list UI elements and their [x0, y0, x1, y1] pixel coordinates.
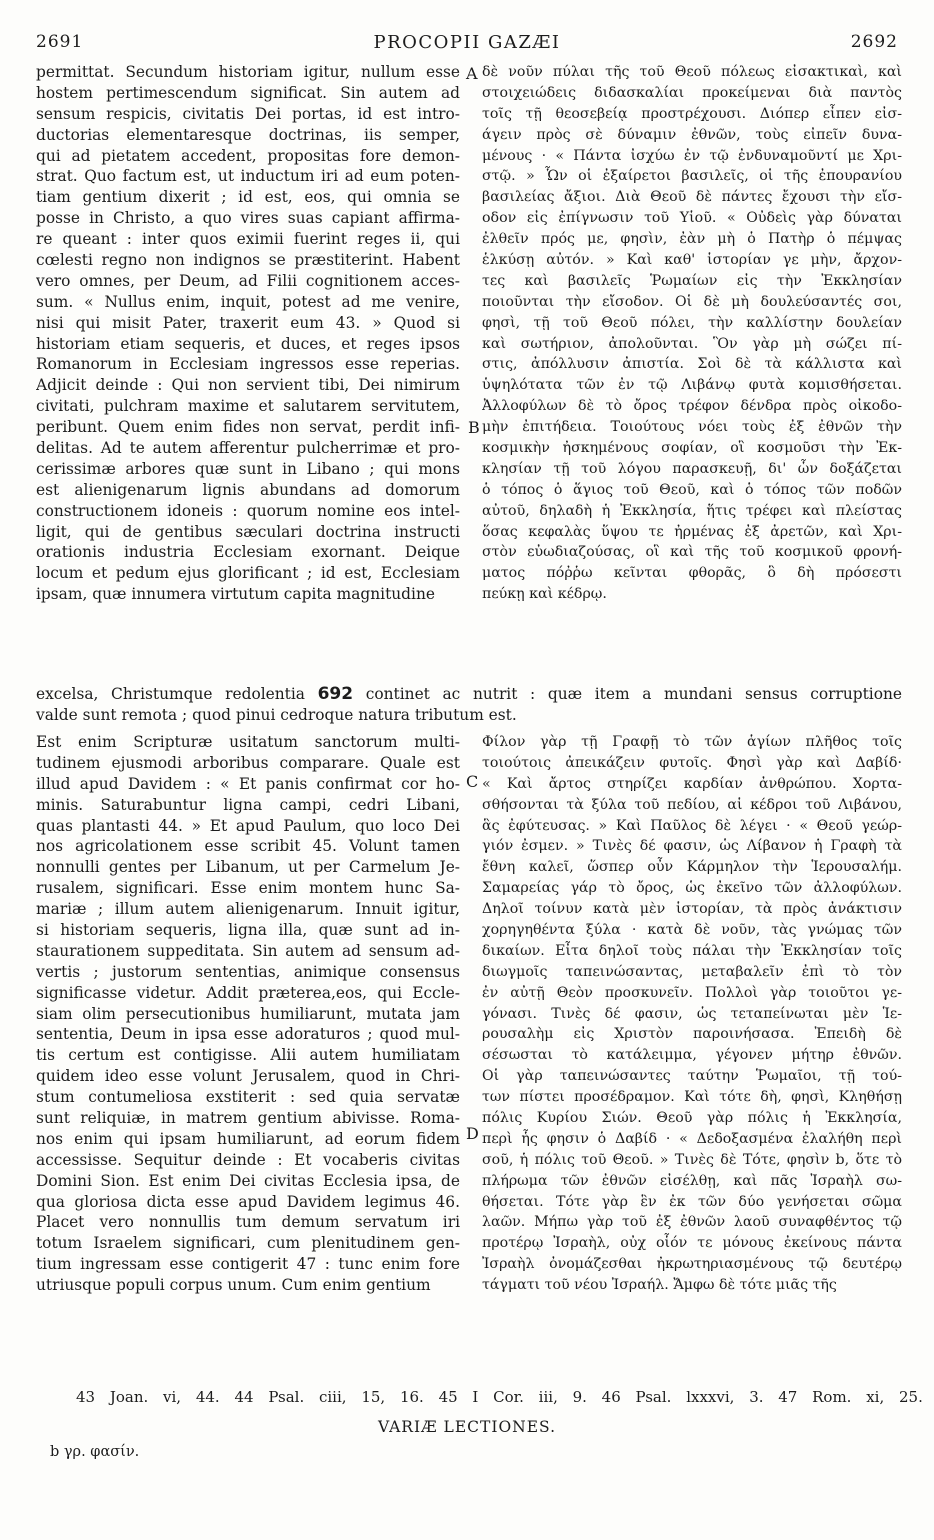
text-line: κλησίαν τῇ τοῦ λόγου παρασκευῇ, δι' ὧν δοξάζεται	[482, 460, 902, 477]
spanning-line-1	[36, 684, 902, 705]
text-line: Οἱ γὰρ ταπεινώσαντες ταύτην Ῥωμαῖοι, τῇ τού-	[482, 1068, 902, 1085]
text-line: θήσεται. Τότε γὰρ ἓν ἐκ τῶν δύο γενήσεται σῶμα	[482, 1193, 902, 1210]
text-line: γόνασι. Τινὲς δέ φασιν, ὡς τεταπείνωται μὲν Ἱε-	[482, 1005, 902, 1022]
greek-column-bottom	[482, 732, 902, 1296]
running-title: PROCOPII GAZÆI	[373, 32, 561, 53]
text-line: στις, ἀπόλλυσιν ἀπιστία. Σοὶ δὲ τὰ κάλλιστα καὶ	[482, 356, 902, 373]
spanning-line-2: valde sunt remota ; quod pinui cedroque natura tributum est.	[36, 705, 517, 724]
text-line: Ἀλλοφύλων δὲ τὸ ὄρος τρέφον δένδρα πρὸς οἰκοδο-	[482, 398, 902, 415]
text-line: locum et pedum ejus glorificant ; id est, Ecclesiam	[36, 564, 460, 583]
text-line: κοσμικὴν ἠσκημένους σοφίαν, οἳ κοσμοῦσι τὴν Ἐκ-	[482, 440, 902, 457]
text-line: τες καὶ βασιλεῖς Ῥωμαίων εἰς τὴν Ἐκκλησίαν	[482, 272, 902, 289]
text-line: οδον εἰς ἐπίγνωσιν τοῦ Υἱοῦ. « Οὐδεὶς γὰρ δύναται	[482, 210, 902, 227]
text-line: φησὶ, τῇ τοῦ Θεοῦ πόλει, τὴν καλλίστην δουλείαν	[482, 314, 902, 331]
text-line: γιόν ἐσμεν. » Τινὲς δέ φασιν, ὡς Λίβανον ἡ Γραφὴ τὰ	[482, 838, 902, 855]
text-line: ποιοῦνται τὴν εἴσοδον. Οἱ δὲ μὴ δουλεύσαντές σοι,	[482, 293, 902, 310]
text-line: ligit, qui de gentibus sæculari doctrina instructi	[36, 522, 460, 541]
text-line: πόλις Κυρίου Σιών. Θεοῦ γὰρ πόλις ἡ Ἐκκλησία,	[482, 1110, 902, 1127]
text-line: civitati, pulchram maxime et salutarem servitutem,	[36, 397, 460, 416]
variae-lectiones-heading: VARIÆ LECTIONES.	[377, 1418, 557, 1436]
text-line: προτέρῳ Ἰσραὴλ, οὐχ οἷόν τε μόνους ἐκείνους πάντα	[482, 1235, 902, 1252]
text-line: tium ingressam esse contigerit 47 : tunc enim fore	[36, 1255, 460, 1274]
text-line: μένους · « Πάντα ἰσχύω ἐν τῷ ἐνδυναμοῦντί με Χρι-	[482, 147, 902, 164]
spanning-line-1-end: continet ac nutrit : quæ item a mundani sensus corruptione	[365, 685, 902, 703]
text-line: siam olim persecutionibus humiliarunt, mutata jam	[36, 1004, 460, 1023]
text-line: άγειν πρὸς σὲ δύναμιν ἐθνῶν, τοὺς εἰπεῖν δυνα-	[482, 126, 902, 143]
text-line: tis certum est contigisse. Alii autem humiliatam	[36, 1046, 460, 1065]
text-line: delitas. Ad te autem afferentur pulcherrimæ et pro-	[36, 439, 460, 458]
text-line: quidem ideo esse volunt Jerusalem, quod in Chri-	[36, 1067, 460, 1086]
text-line: στῷ. » Ὧν οἱ ἐξαίρετοι βασιλεῖς, οἱ τῆς ἐπουρανίου	[482, 168, 902, 185]
text-line: ἃς ἐφύτευσας. » Καὶ Παῦλος δὲ λέγει · « Θεοῦ γεώρ-	[482, 817, 902, 834]
text-line: Placet vero nonnullis tum demum servatum iri	[36, 1213, 460, 1232]
text-line: Ἰσραὴλ ὀνομάζεσθαι ἠκρωτηριασμένους τῷ δευτέρῳ	[482, 1256, 902, 1273]
text-line: tiam gentium dixerit ; id est, eos, qui omnia se	[36, 188, 460, 207]
text-line: διωγμοῖς ταπεινώσαντας, μεταβαλεῖν ἐπὶ τὸ τὸν	[482, 963, 902, 980]
text-line: ἔθνη καλεῖ, ὥσπερ οὖν Κάρμηλον τὴν Ἱερουσαλήμ.	[482, 859, 902, 876]
text-line: των πίστει προσέδραμον. Καὶ τότε δὴ, φησὶ, Κληθήσῃ	[482, 1089, 902, 1106]
text-line: λαῶν. Μήπω γὰρ τοῦ ἐξ ἐθνῶν λαοῦ συναφθέντος τῷ	[482, 1214, 902, 1231]
greek-column-top	[482, 62, 902, 605]
text-line: permittat. Secundum historiam igitur, nullum esse	[36, 63, 460, 81]
text-line: ὅσας κεφαλὰς ὕψου τε ἠρμένας ἐξ ἀρετῶν, καὶ Χρι-	[482, 523, 902, 540]
latin-column-bottom	[36, 732, 460, 1296]
text-line: δὲ νοῦν πύλαι τῆς τοῦ Θεοῦ πόλεως εἰσακτικαὶ, καὶ	[482, 64, 902, 80]
text-line: Adjicit deinde : Qui non servient tibi, Dei nimirum	[36, 376, 460, 395]
text-line: Romanorum in Ecclesiam ingressos esse reperias.	[36, 355, 460, 374]
text-line: qui ad pietatem accedent, propositas fore demon-	[36, 146, 460, 165]
section-marker-d: D	[466, 1124, 479, 1143]
text-line: τοιούτοις ἀπεικάζειν φυτοῖς. Φησὶ γὰρ καὶ Δαβίδ·	[482, 754, 902, 771]
text-line: τοῖς τῇ θεοσεβείᾳ προστρέχουσι. Διόπερ εἶπεν εἰσ-	[482, 105, 902, 122]
text-line: illud apud Davidem : « Et panis confirmat cor ho-	[36, 774, 460, 793]
footnotes: 43 Joan. vi, 44. 44 Psal. ciii, 15, 16. 45 I Cor. iii, 9. 46 Psal. lxxxvi, 3. 47 Rom. xi, 25.	[76, 1388, 923, 1406]
spanning-text	[36, 684, 902, 726]
text-line: σοῦ, ἡ πόλις τοῦ Θεοῦ. » Τινὲς δὲ Τότε, φησὶν b, ὅτε τὸ	[482, 1151, 902, 1168]
text-line: ρουσαλὴμ εἰς Χριστὸν παροινήσασα. Ἐπειδὴ δὲ	[482, 1026, 902, 1043]
section-marker-b: B	[468, 418, 480, 437]
text-line: Domini Sion. Est enim Dei civitas Ecclesia ipsa, de	[36, 1171, 460, 1190]
text-line: staurationem suppeditata. Sin autem ad sensum ad-	[36, 941, 460, 960]
page-number-left: 2691	[36, 32, 84, 52]
text-line: re queant : inter quos eximii fuerint reges ii, qui	[36, 230, 460, 249]
text-line: constructionem idoneis : quorum nomine eos intel-	[36, 501, 460, 520]
text-line: tudinem ejusmodi arboribus comparare. Quale est	[36, 753, 460, 772]
text-line: si historiam sequeris, ligna illa, quæ sunt ad in-	[36, 921, 460, 940]
text-line: hostem pertimescendum significat. Sin autem ad	[36, 83, 460, 102]
text-line: ματος πόῤῥω κεῖνται φθορᾶς, ὃ δὴ πρόσεστι	[482, 565, 902, 582]
text-line: posse in Christo, a quo vires suas capiant affirma-	[36, 209, 460, 228]
page-header	[36, 32, 898, 62]
text-line: sunt reliquiæ, in matrem gentium abivisse. Roma-	[36, 1109, 460, 1128]
text-line: peribunt. Quem enim fides non servat, perdit infi-	[36, 418, 460, 437]
text-line: ductorias elementaresque doctrinas, iis semper,	[36, 125, 460, 144]
text-line: significasse videtur. Addit præterea,eos, qui Eccle-	[36, 983, 460, 1002]
text-line: rusalem, significari. Esse enim montem hunc Sa-	[36, 879, 460, 898]
section-marker-c: C	[466, 772, 479, 791]
variae-lectiones-note: b γρ. φασίν.	[50, 1444, 140, 1460]
text-line: Φίλον γὰρ τῇ Γραφῇ τὸ τῶν ἁγίων πλῆθος τοῖς	[482, 734, 902, 750]
text-line: orationis industria Ecclesiam exornant. Deique	[36, 543, 460, 562]
text-line: nonnulli gentes per Libanum, ut per Carmelum Je-	[36, 858, 460, 877]
text-line: qua gloriosa dicta esse apud Davidem legimus 46.	[36, 1192, 460, 1211]
text-line: sensum respicis, civitatis Dei portas, id est intro-	[36, 104, 460, 123]
text-line: stum contumeliosa exstiterit : sed quia servatæ	[36, 1088, 460, 1107]
text-line: « Καὶ ἄρτος στηρίζει καρδίαν ἀνθρώπου. Χορτα-	[482, 775, 902, 792]
text-line: vero omnes, per Deum, ad Filii cognitionem acces-	[36, 271, 460, 290]
text-line: strat. Quo factum est, ut inductum iri ad eum poten-	[36, 167, 460, 186]
text-line: nos enim qui ipsam humiliarunt, ad eorum fidem	[36, 1129, 460, 1148]
text-line: ἑλκύσῃ αὐτόν. » Καὶ καθ' ἱστορίαν γε μὴν, ἄρχον-	[482, 252, 902, 269]
text-line: δικαίων. Εἶτα δηλοῖ τοὺς πάλαι τὴν Ἐκκλησίαν τοῖς	[482, 942, 902, 959]
text-line: βασιλείας ἄξιοι. Διὰ Θεοῦ δὲ πάντες ἔχουσι τὴν εἴσ-	[482, 189, 902, 206]
text-line: vertis ; justorum sententias, animique consensus	[36, 962, 460, 981]
text-line: αὐτοῦ, δηλαδὴ ἡ Ἐκκλησία, ἥτις τρέφει καὶ πλείστας	[482, 502, 902, 519]
text-line: sum. « Nullus enim, inquit, potest ad me venire,	[36, 292, 460, 311]
text-line: σθήσονται τὰ ξύλα τοῦ πεδίου, αἱ κέδροι τοῦ Λιβάνου,	[482, 796, 902, 813]
text-line: ὑψηλότατα τῶν ἐν τῷ Λιβάνῳ φυτὰ κομισθήσεται.	[482, 377, 902, 394]
column-number: 692	[317, 684, 354, 704]
text-line: nisi qui misit Pater, traxerit eum 43. » Quod si	[36, 313, 460, 332]
text-line: totum Israelem significari, cum plenitudinem gen-	[36, 1234, 460, 1253]
text-line: nos agricolationem esse scribit 45. Volunt tamen	[36, 837, 460, 856]
section-marker-a: A	[466, 64, 478, 83]
text-line: ἐν αὐτῇ Θεὸν προσκυνεῖν. Πολλοὶ γὰρ τοιοῦτοι γε-	[482, 984, 902, 1001]
text-line: πεύκῃ καὶ κέδρῳ.	[482, 586, 607, 603]
text-line: σέσωσται τὸ κατάλειμμα, γέγονεν μήτηρ ἐθνῶν.	[482, 1047, 902, 1064]
text-line: μὴν ἐπιτήδεια. Τοιούτους νόει τοὺς ἐξ ἐθνῶν τὴν	[482, 419, 902, 436]
text-line: mariæ ; illum autem alienigenarum. Innuit igitur,	[36, 900, 460, 919]
text-line: quas plantasti 44. » Et apud Paulum, quo loco Dei	[36, 816, 460, 835]
latin-column-top	[36, 62, 460, 605]
text-line: περὶ ἧς φησιν ὁ Δαβίδ · « Δεδοξασμένα ἐλαλήθη περὶ	[482, 1130, 902, 1147]
text-line: Δηλοῖ τοίνυν κατὰ μὲν ἱστορίαν, τὰ πρὸς ἀνάκτισιν	[482, 901, 902, 918]
text-line: cœlesti regno non indignos se præstiterint. Habent	[36, 251, 460, 270]
text-line: καὶ σωτήριον, ἀπολοῦνται. Ὃν γὰρ μὴ σώζει πί-	[482, 335, 902, 352]
text-line: στοιχειώδεις διδασκαλίαι προκείμεναι διὰ παντὸς	[482, 84, 902, 101]
text-line: historiam etiam sequeris, et duces, et reges ipsos	[36, 334, 460, 353]
text-line: ἐλθεῖν πρός με, φησὶν, ἐὰν μὴ ὁ Πατὴρ ὁ πέμψας	[482, 231, 902, 248]
text-line: Est enim Scripturæ usitatum sanctorum multi-	[36, 733, 460, 751]
text-line: πλήρωμα τῶν ἐθνῶν εἰσέλθῃ, καὶ πᾶς Ἰσραὴλ σω-	[482, 1172, 902, 1189]
text-line: ὁ τόπος ὁ ἅγιος τοῦ Θεοῦ, καὶ ὁ τόπος τῶν ποδῶν	[482, 481, 902, 498]
text-line: cerissimæ arbores quæ sunt in Libano ; qui mons	[36, 459, 460, 478]
text-line: στὸν εὐωδιαζούσας, οἳ καὶ τῆς τοῦ κοσμικοῦ φρονή-	[482, 544, 902, 561]
text-line: sententia, Deum in ipsa esse adoraturos ; quod mul-	[36, 1025, 460, 1044]
text-line: Σαμαρείας γάρ τὸ ὄρος, ὡς ἐκεῖνο τῶν ἀλλοφύλων.	[482, 880, 902, 897]
text-line: accessisse. Sequitur deinde : Et vocaberis civitas	[36, 1150, 460, 1169]
text-line: ipsam, quæ innumera virtutum capita magnitudine	[36, 585, 435, 604]
text-line: τάγματι τοῦ νέου Ἰσραήλ. Ἄμφω δὲ τότε μιᾶς τῆς	[482, 1277, 837, 1294]
text-line: χορηγηθέντα ξύλα · κατὰ δὲ νοῦν, τὰς γνώμας τῶν	[482, 922, 902, 939]
text-line: est alienigenarum lignis abundans ad domorum	[36, 480, 460, 499]
spanning-line-1-start: excelsa, Christumque redolentia	[36, 685, 305, 703]
text-line: utriusque populi corpus unum. Cum enim gentium	[36, 1276, 431, 1295]
page-number-right: 2692	[850, 32, 898, 52]
text-line: minis. Saturabuntur ligna campi, cedri Libani,	[36, 795, 460, 814]
